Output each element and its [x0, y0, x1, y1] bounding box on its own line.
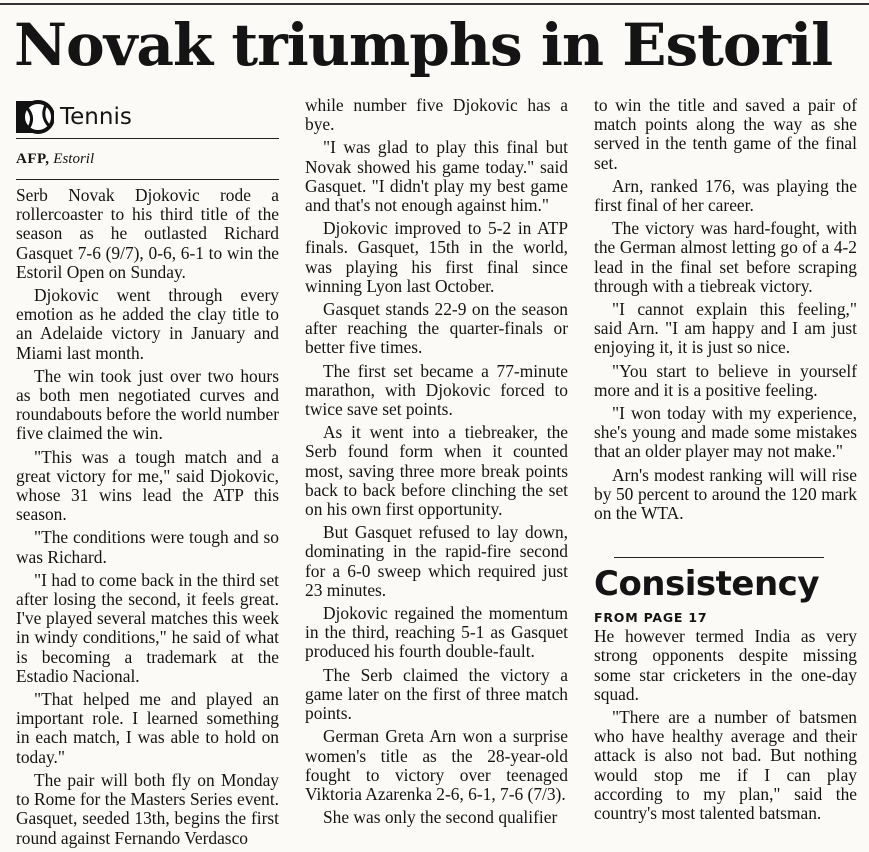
- byline-agency: AFP,: [16, 151, 50, 167]
- paragraph: As it went into a tiebreaker, the Serb found form when it counted most, saving three more break points back to back before clinching the set on his own first opportunity.: [305, 422, 568, 520]
- headline: Novak triumphs in Estoril: [14, 11, 833, 79]
- paragraph: "You start to believe in yourself more and it is a positive feeling.: [594, 360, 857, 400]
- byline: [16, 139, 279, 179]
- paragraph: "I cannot explain this feeling," said Arn. "I am happy and I am just enjoying it, it is just so nice.: [594, 299, 857, 358]
- second-story-title: Consistency: [594, 564, 819, 605]
- paragraph: Djokovic went through every emotion as he added the clay title to an Adelaide victory in January and Miami last month.: [16, 285, 279, 363]
- paragraph: The Serb claimed the victory a game later on the first of three match points.: [305, 664, 568, 724]
- section-tag: [16, 96, 279, 138]
- column-3: [594, 96, 857, 827]
- section-label: Tennis: [60, 104, 132, 130]
- byline-rule: [16, 179, 279, 180]
- paragraph: He however termed India as very strong opponents despite missing some star cricketers in the one-day squad.: [594, 626, 857, 704]
- paragraph: Serb Novak Djokovic rode a rollercoaster to his third title of the season as he outlasted Richard Gasquet 7-6 (9/7), 0-6, 6-1 to win the Estoril Open on Sunday.: [16, 185, 279, 282]
- paragraph: "There are a number of batsmen who have healthy average and their attack is also not bad. But nothing would stop me if I can play according to my plan," said the country's most talented batsman.: [594, 707, 857, 824]
- paragraph: "This was a tough match and a great victory for me," said Djokovic, whose 31 wins lead the ATP this season.: [16, 446, 279, 525]
- paragraph: Arn, ranked 176, was playing the first final of her career.: [594, 175, 857, 216]
- paragraph: Djokovic regained the momentum in the third, reaching 5-1 as Gasquet produced his fourth double-fault.: [305, 603, 568, 662]
- paragraph: German Greta Arn won a surprise women's title as the 28-year-old fought to victory over teenaged Viktoria Azarenka 2-6, 6-1, 7-6 (7/3).: [305, 726, 568, 804]
- paragraph: The victory was hard-fought, with the German almost letting go of a 4-2 lead in the final set before scraping through with a tiebreak victory.: [594, 218, 857, 296]
- paragraph: The first set became a 77-minute marathon, with Djokovic forced to twice save set points.: [305, 360, 568, 420]
- paragraph: "The conditions were tough and so was Richard.: [16, 527, 279, 567]
- paragraph: "I was glad to play this final but Novak showed his game today." said Gasquet. "I didn't play my best game and that's not enough against him.": [305, 137, 568, 216]
- paragraph: while number five Djokovic has a bye.: [305, 95, 568, 135]
- tennis-ball-icon: [16, 99, 54, 135]
- paragraph: Djokovic improved to 5-2 in ATP finals. Gasquet, 15th in the world, was playing his first final since winning Lyon last October.: [305, 218, 568, 296]
- paragraph: "That helped me and played an important role. I learned something in each match, I was able to hold on today.": [16, 689, 279, 767]
- paragraph: Gasquet stands 22-9 on the season after reaching the quarter-finals or better five times.: [305, 299, 568, 358]
- paragraph: The win took just over two hours as both men negotiated curves and roundabouts before the world number five claimed the win.: [16, 365, 279, 444]
- column-2: [305, 96, 568, 831]
- paragraph: She was only the second qualifier: [323, 807, 558, 828]
- paragraph: But Gasquet refused to lay down, dominating in the rapid-fire second for a 6-0 sweep which required just 23 minutes.: [305, 522, 568, 600]
- byline-place: Estoril: [53, 151, 95, 167]
- paragraph: "I won today with my experience, she's young and made some mistakes that an older player may not make.": [594, 403, 857, 462]
- story-divider: [614, 557, 824, 558]
- paragraph: The pair will both fly on Monday to Rome for the Masters Series event. Gasquet, seeded 13th, begins the first round against Fernando Verdasco: [16, 769, 279, 848]
- paragraph: to win the title and saved a pair of match points along the way as she served in the tenth game of the final set.: [594, 95, 857, 173]
- paragraph: "I had to come back in the third set after losing the second, it feels great. I've played several matches this week in windy conditions," he said of what is becoming a trademark at the Estadio Nacional.: [16, 569, 279, 686]
- paragraph: Arn's modest ranking will will rise by 50 percent to around the 120 mark on the WTA.: [594, 464, 857, 524]
- from-page-label: FROM PAGE 17: [594, 610, 708, 626]
- column-1: [16, 96, 279, 852]
